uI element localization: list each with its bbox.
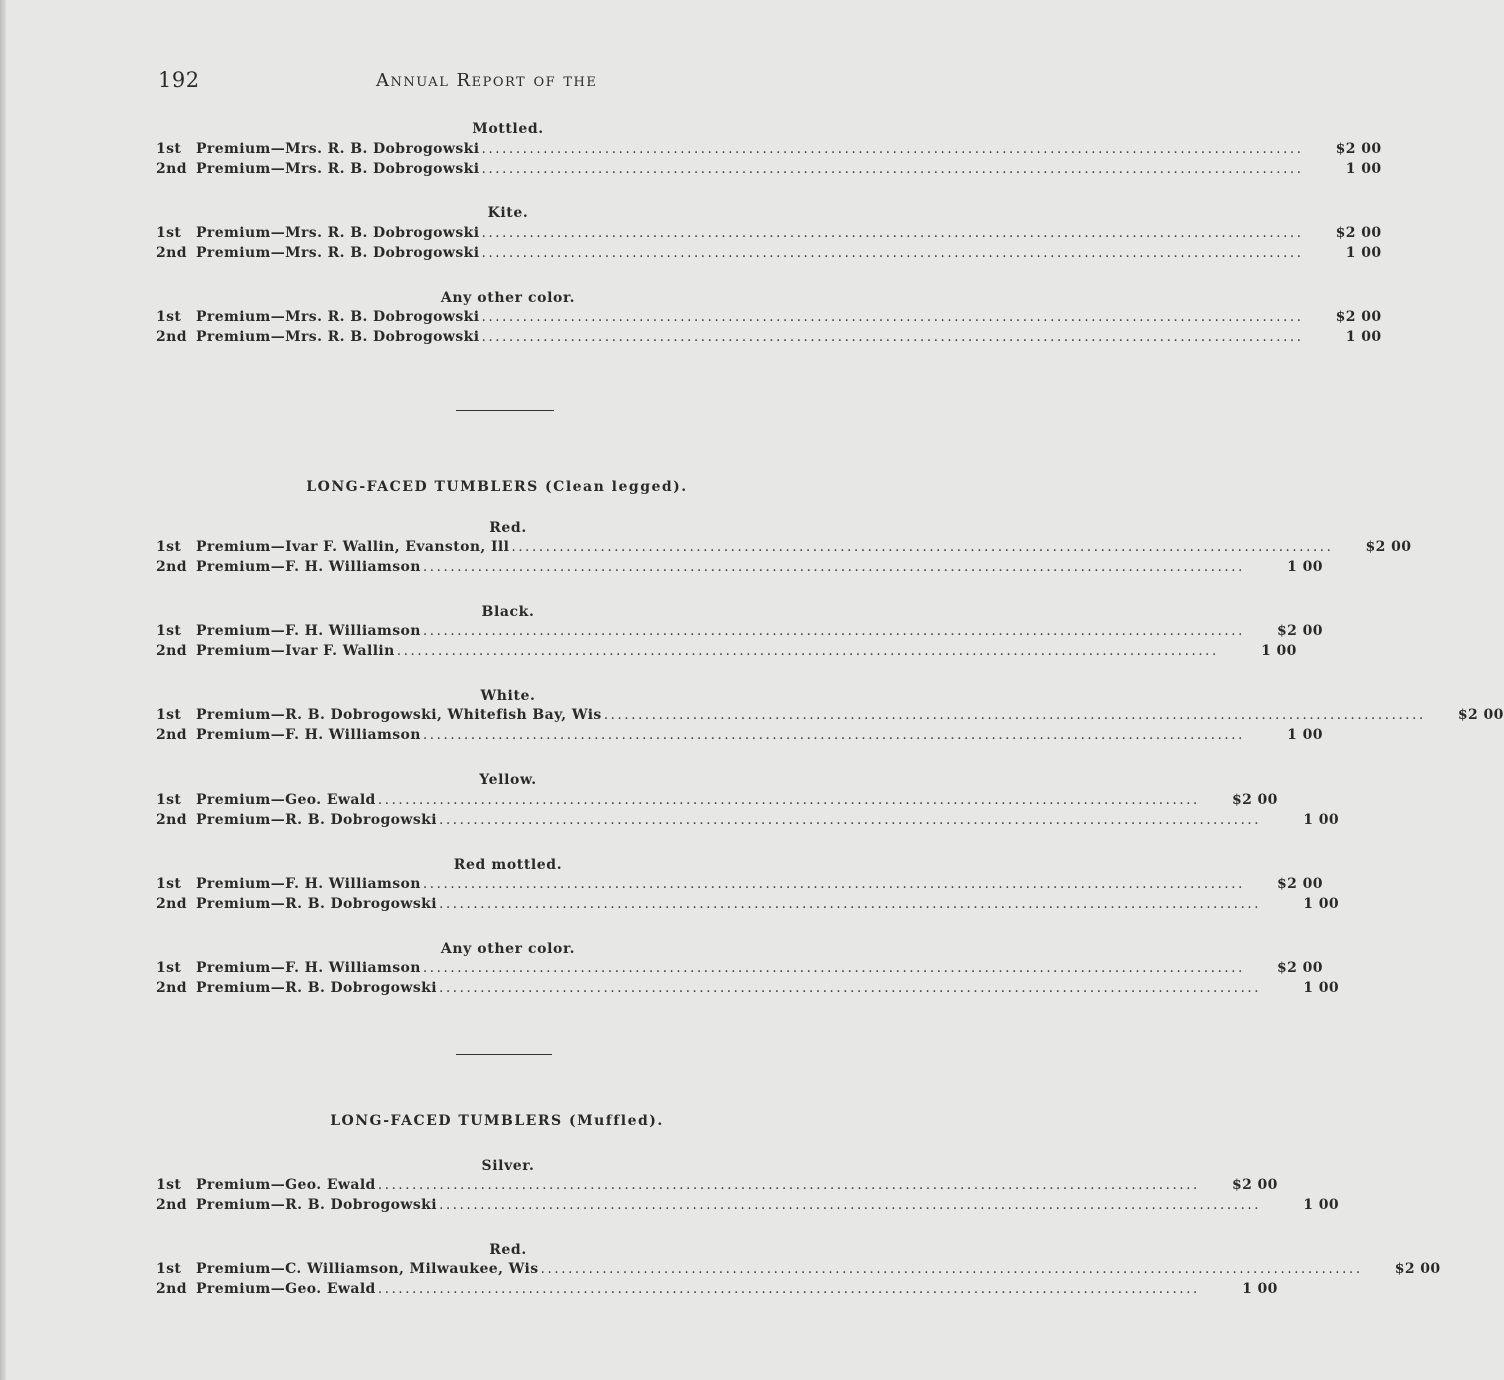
dot-leader: ........................................................................................................................ — [481, 245, 1304, 261]
entry-amount: 1 00 — [1345, 161, 1382, 177]
entry-text: Premium—F. H. Williamson — [196, 623, 421, 639]
dot-leader: ........................................................................................................................ — [481, 225, 1304, 241]
entry-text: Premium—Mrs. R. B. Dobrogowski — [196, 141, 480, 157]
group-title: Kite. — [487, 205, 529, 221]
dot-leader: ........................................................................................................................ — [377, 1177, 1200, 1193]
entry-place: 2nd — [156, 1197, 187, 1213]
entry-text: Premium—R. B. Dobrogowski — [196, 812, 437, 828]
group-title: Red. — [489, 520, 527, 536]
entry-amount: $2 00 — [1394, 1261, 1441, 1277]
entry-amount: 1 00 — [1287, 727, 1323, 743]
running-title: Annual Report of the — [376, 70, 598, 91]
entry-place: 1st — [156, 225, 182, 241]
entry-place: 2nd — [156, 727, 187, 743]
dot-leader: ........................................................................................................................ — [422, 876, 1245, 892]
entry-text: Premium—Geo. Ewald — [196, 792, 376, 808]
group-title: Yellow. — [479, 772, 537, 788]
premium-entry — [156, 960, 1323, 978]
group-title: Red. — [489, 1242, 527, 1258]
entry-text: Premium—Mrs. R. B. Dobrogowski — [196, 329, 480, 345]
group-title: Black. — [481, 604, 535, 620]
entry-amount: $2 00 — [1277, 876, 1323, 892]
section-divider — [456, 410, 554, 411]
entry-place: 1st — [156, 1177, 182, 1193]
dot-leader: ........................................................................................................................ — [422, 559, 1245, 575]
group-title: Any other color. — [440, 941, 576, 957]
dot-leader: ........................................................................................................................ — [422, 727, 1245, 743]
page-number: 192 — [158, 68, 200, 92]
group-title: Red mottled. — [453, 857, 563, 873]
entry-place: 2nd — [156, 1281, 187, 1297]
entry-amount: 1 00 — [1345, 245, 1382, 261]
entry-text: Premium—R. B. Dobrogowski — [196, 1197, 437, 1213]
dot-leader: ........................................................................................................................ — [396, 643, 1219, 659]
entry-place: 2nd — [156, 329, 187, 345]
premium-entry — [156, 141, 1382, 159]
entry-place: 1st — [156, 141, 182, 157]
entry-place: 1st — [156, 623, 182, 639]
entry-place: 1st — [156, 707, 182, 723]
entry-text: Premium—Ivar F. Wallin — [196, 643, 395, 659]
premium-entry — [156, 329, 1382, 347]
entry-amount: $2 00 — [1335, 309, 1382, 325]
entry-place: 2nd — [156, 812, 187, 828]
premium-entry — [156, 623, 1323, 641]
dot-leader: ........................................................................................................................ — [481, 161, 1304, 177]
entry-amount: 1 00 — [1303, 980, 1339, 996]
entry-place: 1st — [156, 309, 182, 325]
entry-amount: 1 00 — [1287, 559, 1323, 575]
premium-entry — [156, 980, 1339, 998]
dot-leader: ........................................................................................................................ — [422, 960, 1245, 976]
premium-entry — [156, 539, 1412, 557]
entry-place: 2nd — [156, 559, 187, 575]
entry-place: 1st — [156, 792, 182, 808]
dot-leader: ........................................................................................................................ — [481, 329, 1304, 345]
dot-leader: ........................................................................................................................ — [511, 539, 1334, 555]
dot-leader: ........................................................................................................................ — [422, 623, 1245, 639]
entry-amount: 1 00 — [1303, 812, 1339, 828]
entry-amount: $2 00 — [1457, 707, 1504, 723]
entry-text: Premium—Mrs. R. B. Dobrogowski — [196, 245, 480, 261]
entry-amount: $2 00 — [1231, 792, 1278, 808]
dot-leader: ........................................................................................................................ — [540, 1261, 1363, 1277]
dot-leader: ........................................................................................................................ — [481, 309, 1304, 325]
dot-leader: ........................................................................................................................ — [438, 812, 1261, 828]
premium-entry — [156, 727, 1323, 745]
entry-amount: 1 00 — [1261, 643, 1297, 659]
premium-entry — [156, 812, 1339, 830]
entry-amount: $2 00 — [1335, 141, 1382, 157]
entry-amount: $2 00 — [1277, 623, 1323, 639]
premium-entry — [156, 707, 1504, 725]
entry-place: 2nd — [156, 245, 187, 261]
dot-leader: ........................................................................................................................ — [438, 1197, 1261, 1213]
entry-text: Premium—C. Williamson, Milwaukee, Wis — [196, 1261, 539, 1277]
entry-text: Premium—R. B. Dobrogowski — [196, 980, 437, 996]
entry-text: Premium—R. B. Dobrogowski — [196, 896, 437, 912]
entry-amount: 1 00 — [1345, 329, 1382, 345]
premium-entry — [156, 1197, 1339, 1215]
entry-text: Premium—F. H. Williamson — [196, 960, 421, 976]
entry-text: Premium—F. H. Williamson — [196, 559, 421, 575]
premium-entry — [156, 896, 1339, 914]
entry-place: 2nd — [156, 161, 187, 177]
group-title: Mottled. — [472, 121, 544, 137]
premium-entry — [156, 1177, 1278, 1195]
entry-amount: 1 00 — [1303, 1197, 1339, 1213]
group-title: Silver. — [481, 1158, 535, 1174]
premium-entry — [156, 1261, 1441, 1279]
entry-place: 1st — [156, 960, 182, 976]
entry-amount: $2 00 — [1335, 225, 1382, 241]
entry-amount: $2 00 — [1277, 960, 1323, 976]
premium-entry — [156, 309, 1382, 327]
entry-amount: $2 00 — [1231, 1177, 1278, 1193]
dot-leader: ........................................................................................................................ — [377, 792, 1200, 808]
premium-entry — [156, 643, 1297, 661]
premium-entry — [156, 245, 1382, 263]
dot-leader: ........................................................................................................................ — [438, 896, 1261, 912]
entry-text: Premium—Geo. Ewald — [196, 1281, 376, 1297]
entry-place: 2nd — [156, 896, 187, 912]
premium-entry — [156, 225, 1382, 243]
premium-entry — [156, 1281, 1278, 1299]
entry-text: Premium—Mrs. R. B. Dobrogowski — [196, 309, 480, 325]
page-header — [158, 68, 858, 98]
section-divider — [456, 1054, 552, 1055]
dot-leader: ........................................................................................................................ — [377, 1281, 1200, 1297]
entry-place: 1st — [156, 1261, 182, 1277]
group-title: Any other color. — [440, 290, 576, 306]
entry-text: Premium—F. H. Williamson — [196, 876, 421, 892]
entry-text: Premium—R. B. Dobrogowski, Whitefish Bay, Wis — [196, 707, 602, 723]
entry-place: 1st — [156, 539, 182, 555]
entry-amount: 1 00 — [1303, 896, 1339, 912]
dot-leader: ........................................................................................................................ — [481, 141, 1304, 157]
premium-entry — [156, 559, 1323, 577]
entry-place: 2nd — [156, 980, 187, 996]
group-title: White. — [480, 688, 536, 704]
entry-text: Premium—Mrs. R. B. Dobrogowski — [196, 161, 480, 177]
dot-leader: ........................................................................................................................ — [603, 707, 1426, 723]
premium-entry — [156, 161, 1382, 179]
premium-entry — [156, 876, 1323, 894]
section-heading: LONG-FACED TUMBLERS (Clean legged). — [306, 479, 688, 495]
entry-text: Premium—Geo. Ewald — [196, 1177, 376, 1193]
section-heading: LONG-FACED TUMBLERS (Muffled). — [330, 1113, 664, 1129]
entry-text: Premium—F. H. Williamson — [196, 727, 421, 743]
entry-place: 1st — [156, 876, 182, 892]
entry-place: 2nd — [156, 643, 187, 659]
dot-leader: ........................................................................................................................ — [438, 980, 1261, 996]
entry-text: Premium—Ivar F. Wallin, Evanston, Ill — [196, 539, 510, 555]
premium-entry — [156, 792, 1278, 810]
entry-amount: $2 00 — [1365, 539, 1412, 555]
entry-amount: 1 00 — [1242, 1281, 1278, 1297]
entry-text: Premium—Mrs. R. B. Dobrogowski — [196, 225, 480, 241]
